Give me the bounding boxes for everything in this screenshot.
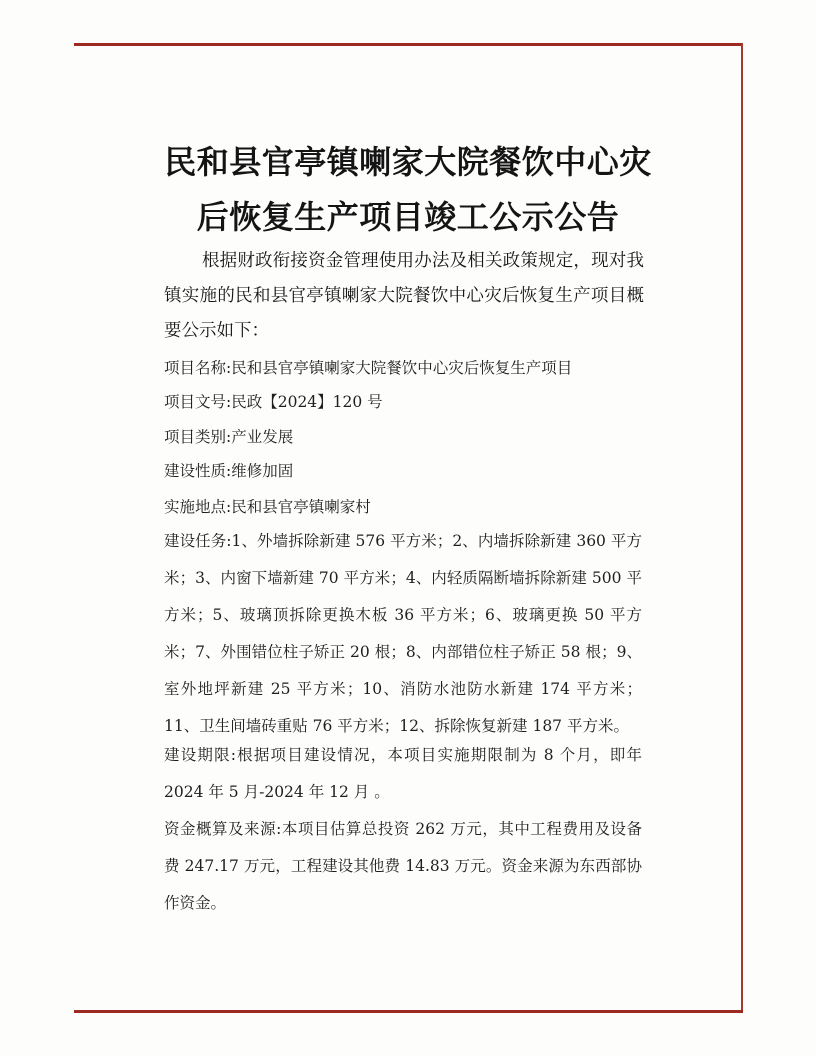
field-doc-number: 项目文号:民政【2024】120 号 — [164, 393, 383, 411]
field-category: 项目类别:产业发展 — [164, 428, 294, 446]
page-border-bottom — [74, 1010, 743, 1013]
field-nature: 建设性质:维修加固 — [164, 462, 294, 480]
page-border-right — [741, 43, 743, 1013]
field-funding: 资金概算及来源:本项目估算总投资 262 万元，其中工程费用及设备费 247.17 万元，工程建设其他费 14.83 万元。资金来源为东西部协作资金。 — [164, 820, 642, 912]
field-location: 实施地点:民和县官亭镇喇家村 — [164, 498, 371, 516]
intro-paragraph: 根据财政衔接资金管理使用办法及相关政策规定，现对我镇实施的民和县官亭镇喇家大院餐饮中心灾后恢复生产项目概要公示如下： — [164, 251, 644, 341]
field-construction-tasks: 建设任务:1、外墙拆除新建 576 平方米；2、内墙拆除新建 360 平方米；3、内窗下墙新建 70 平方米；4、内轻质隔断墙拆除新建 500 平方米；5、玻璃顶拆除更换木板 36 平方米；6、玻璃更换 50 平方米；7、外围错位柱子矫正 20 根；8、内部错位柱子矫正 58 根；9、室外地坪新建 25 平方米；10、消防水池防水新建 174 平方米；11、卫生间墙砖重贴 76 平方米；12、拆除恢复新建 187 平方米。 — [164, 532, 642, 735]
field-project-name: 项目名称:民和县官亭镇喇家大院餐饮中心灾后恢复生产项目 — [164, 359, 573, 377]
field-construction-period: 建设期限:根据项目建设情况，本项目实施期限制为 8 个月，即年 2024 年 5 月-2024 年 12 月 。 — [164, 746, 642, 801]
document-title-line-1: 民和县官亭镇喇家大院餐饮中心灾 — [164, 143, 652, 181]
document-title-line-2: 后恢复生产项目竣工公示公告 — [196, 198, 620, 236]
page-border-top — [74, 43, 742, 46]
